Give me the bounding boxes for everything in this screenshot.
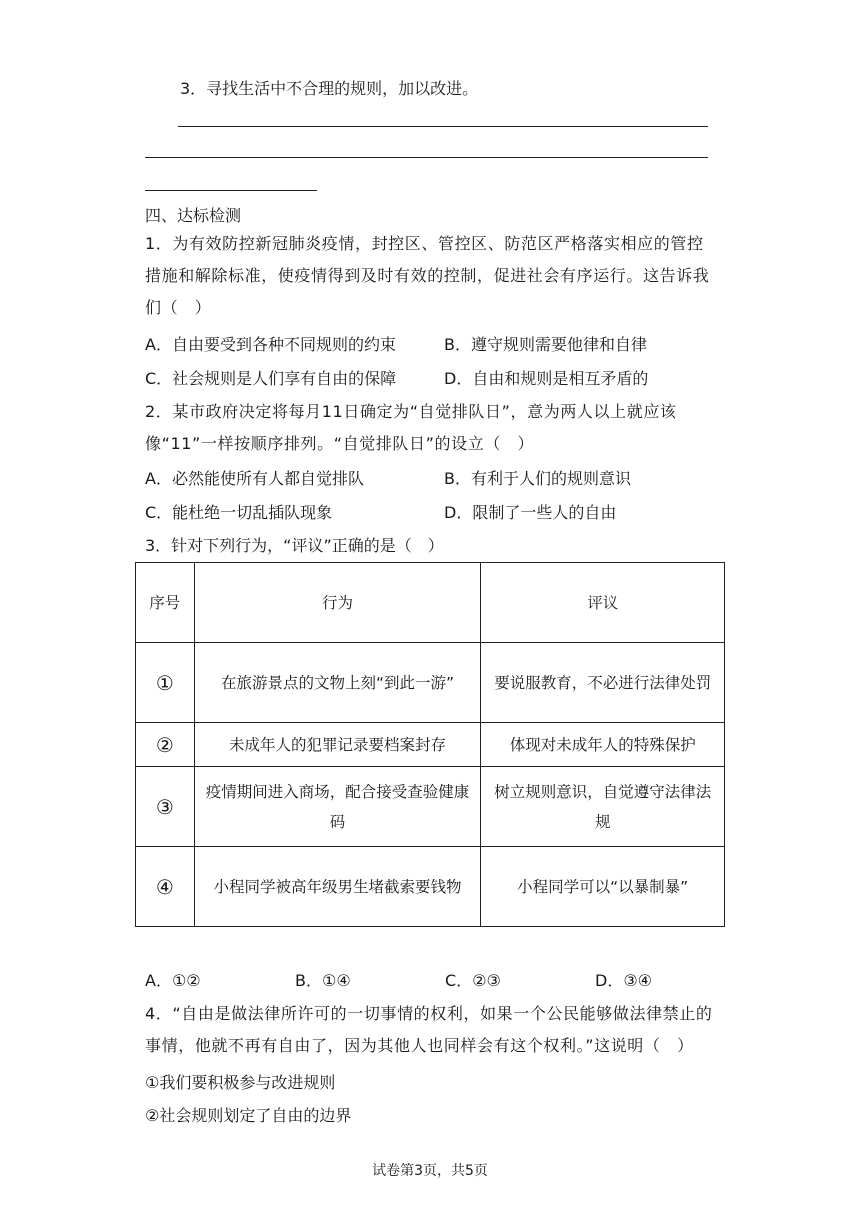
- answer-line-3: [145, 190, 317, 191]
- row-comment: 树立规则意识，自觉遵守法律法规: [481, 767, 725, 847]
- q3-option-a: A．①②: [145, 971, 201, 990]
- q2-option-b: B．有利于人们的规则意识: [444, 469, 631, 488]
- q4-stem: 4．“自由是做法律所许可的一切事情的权利，如果一个公民能够做法律禁止的事情，他就不再有自由了，因为其他人也同样会有这个权利。”这说明（ ）: [145, 1004, 713, 1055]
- table-row: [136, 723, 725, 767]
- q1-option-a: A．自由要受到各种不同规则的约束: [145, 335, 396, 354]
- section-title: 四、达标检测: [145, 206, 242, 225]
- row-act: 在旅游景点的文物上刻“到此一游”: [194, 643, 481, 723]
- q3-option-d: D．③④: [595, 971, 653, 990]
- q1-stem: 1．为有效防控新冠肺炎疫情，封控区、管控区、防范区严格落实相应的管控措施和解除标准，使疫情得到及时有效的控制，促进社会有序运行。这告诉我们（ ）: [145, 234, 710, 317]
- row-act: 疫情期间进入商场，配合接受查验健康码: [194, 767, 481, 847]
- q4-item-1: ①我们要积极参与改进规则: [145, 1073, 336, 1092]
- row-no: ④: [136, 847, 195, 927]
- header-no: 序号: [136, 563, 195, 643]
- q3-table: [135, 562, 725, 927]
- row-no: ②: [136, 723, 195, 767]
- table-row: [136, 847, 725, 927]
- q2-option-a: A．必然能使所有人都自觉排队: [145, 469, 364, 488]
- row-no: ③: [136, 767, 195, 847]
- q3-option-c: C．②③: [445, 971, 501, 990]
- q1-option-c: C．社会规则是人们享有自由的保障: [145, 369, 397, 388]
- row-act: 未成年人的犯罪记录要档案封存: [194, 723, 481, 767]
- table-row: [136, 643, 725, 723]
- q2-option-c: C．能杜绝一切乱插队现象: [145, 503, 333, 522]
- q2-stem: 2．某市政府决定将每月11日确定为“自觉排队日”，意为两人以上就应该像“11”一样按顺序排列。“自觉排队日”的设立（ ）: [145, 402, 677, 453]
- table-header-row: [136, 563, 725, 643]
- task-3-text: 3．寻找生活中不合理的规则，加以改进。: [180, 79, 479, 98]
- q2-option-d: D．限制了一些人的自由: [444, 503, 617, 522]
- header-act: 行为: [194, 563, 481, 643]
- answer-line-2: [145, 157, 708, 158]
- table-row: [136, 767, 725, 847]
- row-comment: 小程同学可以“以暴制暴”: [481, 847, 725, 927]
- header-comment: 评议: [481, 563, 725, 643]
- row-comment: 体现对未成年人的特殊保护: [481, 723, 725, 767]
- row-no: ①: [136, 643, 195, 723]
- q3-option-b: B．①④: [295, 971, 351, 990]
- q1-option-d: D．自由和规则是相互矛盾的: [444, 369, 649, 388]
- page-footer: 试卷第3页，共5页: [372, 1163, 488, 1179]
- q1-option-b: B．遵守规则需要他律和自律: [444, 335, 647, 354]
- q3-stem: 3．针对下列行为，“评议”正确的是（ ）: [145, 536, 444, 555]
- row-comment: 要说服教育，不必进行法律处罚: [481, 643, 725, 723]
- row-act: 小程同学被高年级男生堵截索要钱物: [194, 847, 481, 927]
- answer-line-1: [178, 126, 708, 127]
- q4-item-2: ②社会规则划定了自由的边界: [145, 1106, 352, 1125]
